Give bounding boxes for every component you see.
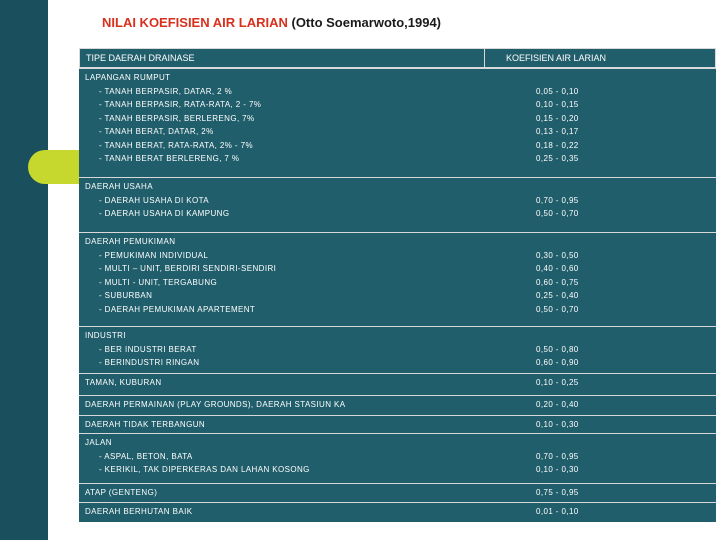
title-source: (Otto Soemarwoto,1994) <box>291 15 442 30</box>
row-label: - BERINDUSTRI RINGAN <box>99 358 200 367</box>
table-row <box>79 140 716 152</box>
group-title: DAERAH PEMUKIMAN <box>85 237 176 246</box>
coefficient-value: 0,75 - 0,95 <box>536 488 579 497</box>
coefficient-value: 0,18 - 0,22 <box>536 140 579 150</box>
row-label: - TANAH BERPASIR, DATAR, 2 % <box>99 86 233 96</box>
slide-title <box>102 15 441 30</box>
table-row <box>79 195 716 207</box>
header-divider <box>484 49 485 67</box>
table-row <box>79 99 716 111</box>
row-label: - KERIKIL, TAK DIPERKERAS DAN LAHAN KOSONG <box>99 465 310 474</box>
coefficient-value: 0,10 - 0,30 <box>536 465 579 474</box>
coefficient-value: 0,10 - 0,30 <box>536 420 579 429</box>
row-label: - TANAH BERAT, RATA-RATA, 2% - 7% <box>99 140 253 150</box>
group-title-row <box>79 181 716 193</box>
table-group <box>79 373 716 374</box>
table-group <box>79 395 716 396</box>
table-group <box>79 232 716 233</box>
table-header <box>79 48 716 68</box>
title-main: NILAI KOEFISIEN AIR LARIAN <box>102 15 288 30</box>
header-coefficient: KOEFISIEN AIR LARIAN <box>506 53 607 63</box>
row-label: - TANAH BERAT, DATAR, 2% <box>99 127 214 136</box>
table-row <box>79 357 716 369</box>
row-label: - DAERAH USAHA DI KAMPUNG <box>99 209 230 218</box>
left-accent-bar <box>0 0 48 540</box>
coefficient-value: 0,10 - 0,15 <box>536 100 579 109</box>
table-row <box>79 250 716 262</box>
row-label: - TANAH BERPASIR, RATA-RATA, 2 - 7% <box>99 100 262 109</box>
table-row <box>79 290 716 302</box>
group-title-row <box>79 506 716 518</box>
group-title: INDUSTRI <box>85 331 126 340</box>
header-type: TIPE DAERAH DRAINASE <box>86 53 195 63</box>
coefficient-value: 0,05 - 0,10 <box>536 86 579 96</box>
table-group <box>79 502 716 503</box>
coefficient-value: 0,25 - 0,40 <box>536 291 579 300</box>
coefficient-value: 0,20 - 0,40 <box>536 400 579 409</box>
group-title-row <box>79 330 716 342</box>
coefficient-value: 0,50 - 0,80 <box>536 344 579 354</box>
table-row <box>79 86 716 98</box>
coefficient-value: 0,70 - 0,95 <box>536 195 579 205</box>
row-label: - MULTI - UNIT, TERGABUNG <box>99 277 218 287</box>
table-group <box>79 177 716 178</box>
table-row <box>79 277 716 289</box>
group-title: JALAN <box>85 438 112 447</box>
table-row <box>79 126 716 138</box>
group-title: LAPANGAN RUMPUT <box>85 73 171 82</box>
table-group <box>79 433 716 434</box>
group-title-row <box>79 487 716 499</box>
row-label: - DAERAH USAHA DI KOTA <box>99 195 210 205</box>
group-title: DAERAH BERHUTAN BAIK <box>85 507 193 516</box>
group-title-row <box>79 399 716 411</box>
row-label: - SUBURBAN <box>99 291 153 300</box>
group-title-row <box>79 419 716 431</box>
coefficient-value: 0,30 - 0,50 <box>536 250 579 260</box>
group-title: DAERAH PERMAINAN (PLAY GROUNDS), DAERAH STASIUN KA <box>85 400 346 409</box>
coefficient-value: 0,01 - 0,10 <box>536 507 579 516</box>
row-label: - DAERAH PEMUKIMAN APARTEMENT <box>99 304 256 314</box>
row-label: - PEMUKIMAN INDIVIDUAL <box>99 250 209 260</box>
group-title: DAERAH TIDAK TERBANGUN <box>85 420 206 429</box>
group-title: DAERAH USAHA <box>85 182 153 191</box>
table-row <box>79 304 716 316</box>
coefficient-value: 0,10 - 0,25 <box>536 378 579 387</box>
coefficient-value: 0,25 - 0,35 <box>536 154 579 163</box>
table-row <box>79 208 716 220</box>
coefficient-value: 0,60 - 0,90 <box>536 358 579 367</box>
table-row <box>79 464 716 476</box>
table-row <box>79 113 716 125</box>
table-row <box>79 451 716 463</box>
group-title-row <box>79 377 716 389</box>
coefficient-table <box>79 48 716 522</box>
table-row <box>79 263 716 275</box>
group-title-row <box>79 72 716 84</box>
table-group <box>79 415 716 416</box>
coefficient-value: 0,40 - 0,60 <box>536 264 579 273</box>
row-label: - TANAH BERPASIR, BERLERENG, 7% <box>99 113 255 123</box>
table-group <box>79 326 716 327</box>
row-label: - ASPAL, BETON, BATA <box>99 451 193 461</box>
group-title-row <box>79 437 716 449</box>
coefficient-value: 0,15 - 0,20 <box>536 113 579 123</box>
coefficient-value: 0,70 - 0,95 <box>536 451 579 461</box>
row-label: - BER INDUSTRI BERAT <box>99 344 197 354</box>
coefficient-value: 0,50 - 0,70 <box>536 304 579 314</box>
table-row <box>79 344 716 356</box>
coefficient-value: 0,60 - 0,75 <box>536 277 579 287</box>
group-title: TAMAN, KUBURAN <box>85 378 162 387</box>
coefficient-value: 0,50 - 0,70 <box>536 209 579 218</box>
group-title-row <box>79 236 716 248</box>
table-group <box>79 68 716 69</box>
table-group <box>79 483 716 484</box>
row-label: - MULTI – UNIT, BERDIRI SENDIRI-SENDIRI <box>99 264 277 273</box>
group-title: ATAP (GENTENG) <box>85 488 158 497</box>
row-label: - TANAH BERAT BERLERENG, 7 % <box>99 154 240 163</box>
table-row <box>79 153 716 165</box>
coefficient-value: 0,13 - 0,17 <box>536 127 579 136</box>
